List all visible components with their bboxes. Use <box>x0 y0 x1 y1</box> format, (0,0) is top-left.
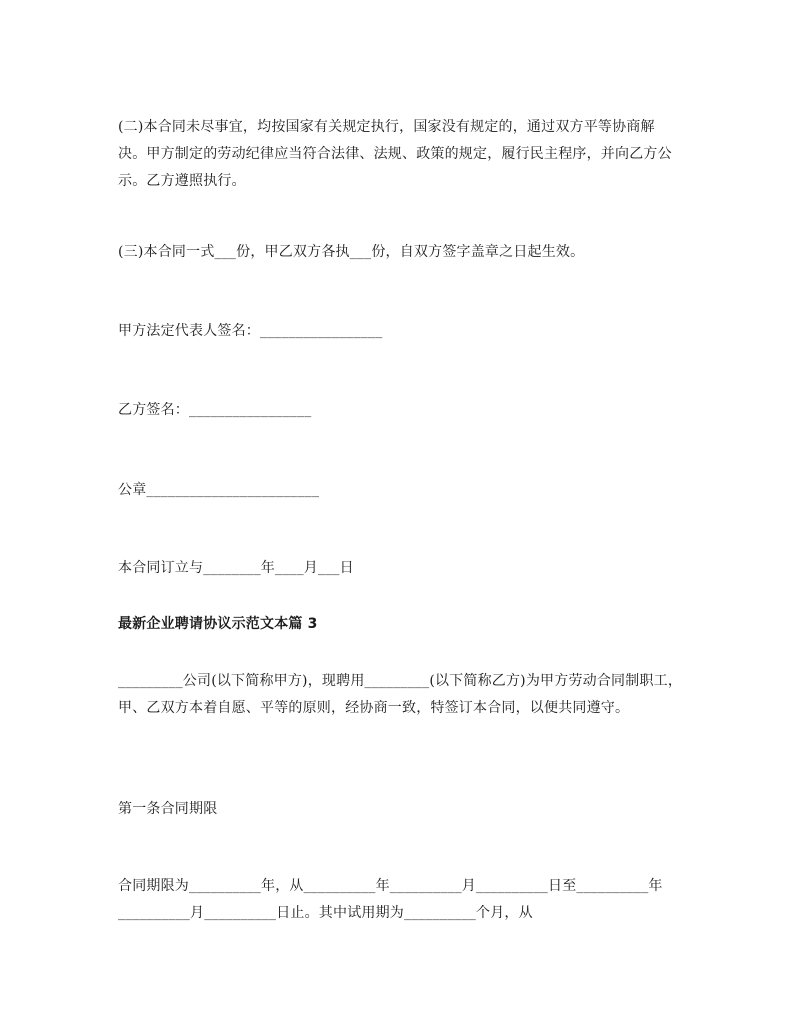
party-b-signature-line: 乙方签名：_________________ <box>118 402 312 418</box>
clause-2-paragraph: (二)本合同未尽事宜，均按国家有关规定执行，国家没有规定的，通过双方平等协商解决。甲方制定的劳动纪律应当符合法律、法规、政策的规定，履行民主程序，并向乙方公示。乙方遵照执行。 <box>118 119 672 189</box>
seal-line: 公章________________________ <box>118 482 320 498</box>
intro-paragraph: _________公司(以下简称甲方)，现聘用_________(以下简称乙方)为甲方劳动合同制职工，甲、乙双方本着自愿、平等的原则，经协商一致，特签订本合同，以便共同遵守。 <box>118 673 683 716</box>
party-a-signature-line: 甲方法定代表人签名：_________________ <box>118 323 383 339</box>
article-1-title: 第一条合同期限 <box>118 801 218 817</box>
clause-3-paragraph: (三)本合同一式___份，甲乙双方各执___份，自双方签字盖章之日起生效。 <box>118 244 585 260</box>
article-1-paragraph: 合同期限为__________年，从__________年__________月__________日至__________年__________月__________日止。其中试用期为__________个月，从 <box>118 878 663 921</box>
section-title: 最新企业聘请协议示范文本篇 3 <box>118 616 318 632</box>
signing-date-line: 本合同订立与________年____月___日 <box>118 560 354 576</box>
